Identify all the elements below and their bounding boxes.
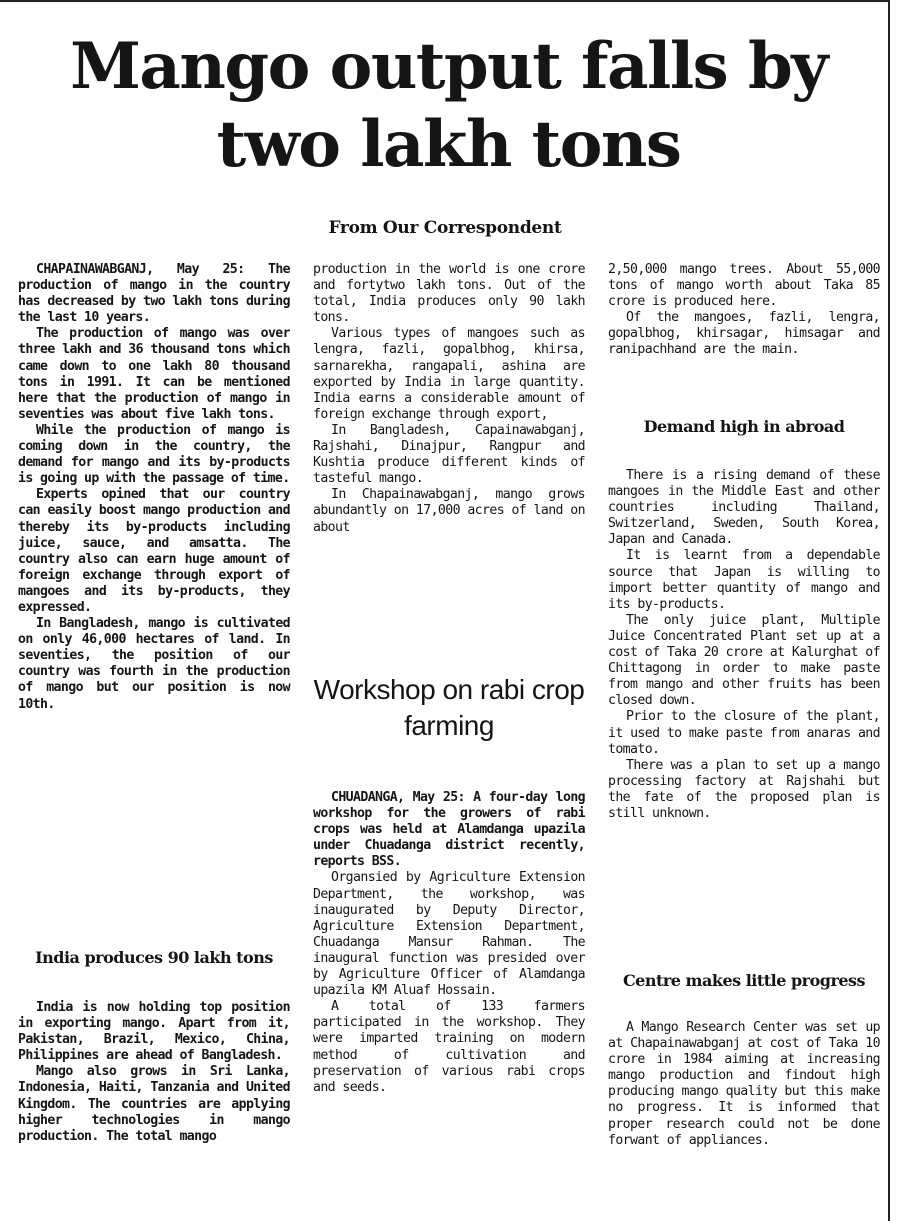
subheading-demand: Demand high in abroad bbox=[643, 417, 845, 436]
paragraph: There is a rising demand of these mangoes in the Middle East and other countries including Thailand, Switzerland, Sweden, South Korea, Japan and Canada. bbox=[608, 468, 880, 548]
paragraph: production in the world is one crore and fortytwo lakh tons. Out of the total, India produces only 90 lakh tons. bbox=[313, 262, 585, 326]
paragraph: A total of 133 farmers participated in the workshop. They were imparted training on modern method of cultivation and preservation of various rabi crops and seeds. bbox=[313, 999, 585, 1095]
paragraph: CHAPAINAWABGANJ, May 25: The production of mango in the country has decreased by two lakh tons during the last 10 years. bbox=[18, 262, 290, 326]
paragraph: The only juice plant, Multiple Juice Concentrated Plant set up at a cost of Taka 20 crore at Kalurghat of Chittagong in order to make paste from mango and other fruits has been closed down. bbox=[608, 612, 880, 709]
headline: Mango output falls by two lakh tons bbox=[70, 29, 827, 182]
paragraph: 2,50,000 mango trees. About 55,000 tons of mango worth about Taka 85 crore is produced here. bbox=[608, 262, 880, 310]
paragraph: India is now holding top position in exporting mango. Apart from it, Pakistan, Brazil, Mexico, China, Philippines are ahead of Bangladesh. bbox=[18, 1000, 290, 1064]
paragraph: Of the mangoes, fazli, lengra, gopalbhog, khirsagar, himsagar and ranipachhand are the main. bbox=[608, 310, 880, 358]
paragraph: CHUADANGA, May 25: A four-day long workshop for the growers of rabi crops was held at Alamdanga upazila under Chuadanga district recently, reports BSS. bbox=[313, 790, 585, 870]
column-1-body bbox=[18, 262, 290, 713]
paragraph: Experts opined that our country can easily boost mango production and thereby its by-products including juice, sauce, and amsatta. The country also can earn huge amount of foreign exchange through export of mangoes and its by-products, they expressed. bbox=[18, 487, 290, 615]
paragraph: Mango also grows in Sri Lanka, Indonesia, Haiti, Tanzania and United Kingdom. The countries are applying higher technologies in mango production. The total mango bbox=[18, 1064, 290, 1144]
paragraph: The production of mango was over three lakh and 36 thousand tons which came down to one lakh 80 thousand tons in 1991. It can be mentioned here that the production of mango in seventies was about five lakh tons. bbox=[18, 326, 290, 422]
subheading-india: India produces 90 lakh tons bbox=[35, 948, 273, 967]
column-1-body-2 bbox=[18, 1000, 290, 1145]
paragraph: A Mango Research Center was set up at Chapainawabganj at cost of Taka 10 crore in 1984 aiming at increasing mango production and findout high producing mango quality but this make no progress. It is informed that proper research could not be done forwant of appliances. bbox=[608, 1020, 880, 1148]
paragraph: In Bangladesh, mango is cultivated on only 46,000 hectares of land. In seventies, the position of our country was fourth in the production of mango but our position is now 10th. bbox=[18, 616, 290, 712]
subheading-centre: Centre makes little progress bbox=[622, 971, 866, 990]
workshop-headline: Workshop on rabi crop farming bbox=[313, 674, 585, 741]
column-2-body-2 bbox=[313, 790, 585, 1096]
column-2-body bbox=[313, 262, 585, 536]
paragraph: In Bangladesh, Capainawabganj, Rajshahi, Dinajpur, Rangpur and Kushtia produce different kinds of tasteful mango. bbox=[313, 422, 585, 487]
paragraph: Organsied by Agriculture Extension Department, the workshop, was inaugurated by Deputy Director, Agriculture Extension Department, Chuadanga Mansur Rahman. The inaugural function was presided over by Agriculture Officer of Alamdanga upazila KM Aluaf Hossain. bbox=[313, 870, 585, 999]
column-3-body-3 bbox=[608, 1020, 880, 1149]
byline: From Our Correspondent bbox=[328, 218, 562, 238]
paragraph: While the production of mango is coming down in the country, the demand for mango and its by-products is going up with the passage of time. bbox=[18, 422, 290, 487]
paragraph: Prior to the closure of the plant, it used to make paste from anaras and tomato. bbox=[608, 709, 880, 757]
paragraph: In Chapainawabganj, mango grows abundantly on 17,000 acres of land on about bbox=[313, 487, 585, 535]
column-3-body-2 bbox=[608, 468, 880, 822]
paragraph: It is learnt from a dependable source that Japan is willing to import better quantity of mango and its by-products. bbox=[608, 548, 880, 612]
paragraph: There was a plan to set up a mango processing factory at Rajshahi but the fate of the proposed plan is still unknown. bbox=[608, 757, 880, 821]
column-3-body bbox=[608, 262, 880, 359]
paragraph: Various types of mangoes such as lengra, fazli, gopalbhog, khirsa, sarnarekha, rangapali, ashina are exported by India in large quantity. India earns a considerable amount of foreign exchange through export, bbox=[313, 326, 585, 422]
